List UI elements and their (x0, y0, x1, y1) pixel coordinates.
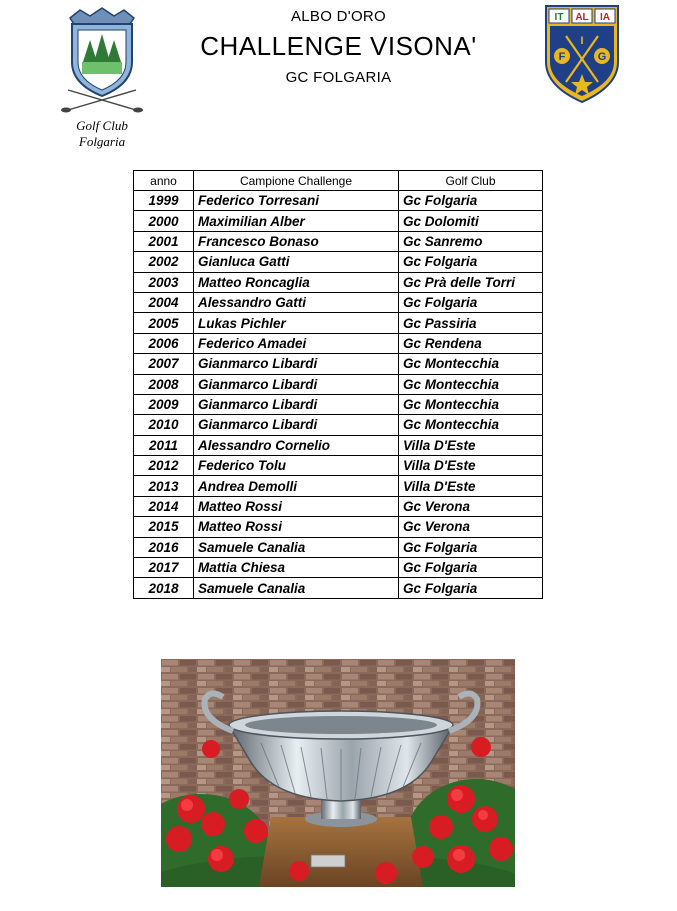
year-cell: 2004 (134, 292, 194, 312)
table-row (134, 272, 543, 292)
club-cell: Gc Passiria (399, 313, 543, 333)
fig-letter-f: F (558, 51, 566, 63)
table-row (134, 374, 543, 394)
table-row (134, 394, 543, 414)
club-cell: Villa D'Este (399, 456, 543, 476)
table-row (134, 252, 543, 272)
club-cell: Gc Montecchia (399, 374, 543, 394)
club-cell: Gc Folgaria (399, 537, 543, 557)
club-cell: Gc Folgaria (399, 252, 543, 272)
table-row (134, 578, 543, 598)
club-cell: Gc Folgaria (399, 292, 543, 312)
champion-cell: Mattia Chiesa (194, 558, 399, 578)
header-campione: Campione Challenge (194, 171, 399, 191)
club-cell: Gc Sanremo (399, 231, 543, 251)
champion-cell: Gianluca Gatti (194, 252, 399, 272)
champion-cell: Gianmarco Libardi (194, 415, 399, 435)
year-cell: 2017 (134, 558, 194, 578)
table-row (134, 313, 543, 333)
header-anno: anno (134, 171, 194, 191)
trophy-photo (161, 659, 515, 887)
club-cell: Gc Folgaria (399, 578, 543, 598)
year-cell: 2014 (134, 496, 194, 516)
table-row (134, 517, 543, 537)
year-cell: 2013 (134, 476, 194, 496)
champion-cell: Alessandro Gatti (194, 292, 399, 312)
club-cell: Villa D'Este (399, 476, 543, 496)
club-cell: Gc Montecchia (399, 354, 543, 374)
table-row (134, 435, 543, 455)
fig-letter-g: G (597, 51, 607, 63)
champion-cell: Andrea Demolli (194, 476, 399, 496)
table-row (134, 333, 543, 353)
year-cell: 2005 (134, 313, 194, 333)
fig-letter-i: I (580, 35, 584, 47)
champion-cell: Matteo Rossi (194, 496, 399, 516)
table-row (134, 456, 543, 476)
club-cell: Gc Folgaria (399, 558, 543, 578)
year-cell: 2018 (134, 578, 194, 598)
table-row (134, 415, 543, 435)
albo-label: ALBO D'ORO (290, 8, 387, 25)
champion-cell: Maximilian Alber (194, 211, 399, 231)
champion-cell: Federico Tolu (194, 456, 399, 476)
table-row (134, 191, 543, 211)
table-row (134, 354, 543, 374)
logo-caption: Golf Club Folgaria (76, 118, 128, 149)
champion-cell: Gianmarco Libardi (194, 354, 399, 374)
golf-club-folgaria-logo (52, 6, 152, 149)
table-row (134, 211, 543, 231)
fig-letter-al: AL (575, 12, 589, 23)
crest-icon (52, 6, 152, 118)
fig-letter-ia: IA (600, 12, 610, 23)
champion-cell: Matteo Roncaglia (194, 272, 399, 292)
champion-cell: Alessandro Cornelio (194, 435, 399, 455)
club-cell: Gc Prà delle Torri (399, 272, 543, 292)
fig-letter-it: IT (554, 12, 564, 23)
trophy-illustration (161, 659, 515, 887)
champion-cell: Federico Amadei (194, 333, 399, 353)
year-cell: 2010 (134, 415, 194, 435)
year-cell: 2007 (134, 354, 194, 374)
champion-cell: Samuele Canalia (194, 537, 399, 557)
club-cell: Gc Rendena (399, 333, 543, 353)
table-row (134, 537, 543, 557)
header-golf-club: Golf Club (399, 171, 543, 191)
table-row (134, 558, 543, 578)
club-cell: Gc Folgaria (399, 191, 543, 211)
year-cell: 2015 (134, 517, 194, 537)
table-row (134, 231, 543, 251)
club-cell: Gc Dolomiti (399, 211, 543, 231)
champion-cell: Francesco Bonaso (194, 231, 399, 251)
year-cell: 2002 (134, 252, 194, 272)
champion-cell: Matteo Rossi (194, 517, 399, 537)
champion-cell: Gianmarco Libardi (194, 394, 399, 414)
club-cell: Gc Montecchia (399, 394, 543, 414)
table-row (134, 292, 543, 312)
page-title: CHALLENGE VISONA' (200, 31, 477, 61)
club-cell: Gc Montecchia (399, 415, 543, 435)
table-row (134, 476, 543, 496)
year-cell: 2009 (134, 394, 194, 414)
club-cell: Gc Verona (399, 517, 543, 537)
champion-cell: Federico Torresani (194, 191, 399, 211)
club-cell: Villa D'Este (399, 435, 543, 455)
year-cell: 2006 (134, 333, 194, 353)
year-cell: 2003 (134, 272, 194, 292)
year-cell: 1999 (134, 191, 194, 211)
champion-cell: Gianmarco Libardi (194, 374, 399, 394)
club-subtitle: GC FOLGARIA (285, 69, 392, 86)
champions-table (133, 170, 543, 599)
champion-cell: Lukas Pichler (194, 313, 399, 333)
table-header-row (134, 171, 543, 191)
year-cell: 2000 (134, 211, 194, 231)
club-cell: Gc Verona (399, 496, 543, 516)
champion-cell: Samuele Canalia (194, 578, 399, 598)
year-cell: 2012 (134, 456, 194, 476)
year-cell: 2001 (134, 231, 194, 251)
year-cell: 2008 (134, 374, 194, 394)
year-cell: 2016 (134, 537, 194, 557)
fig-italia-logo (544, 4, 620, 104)
table-row (134, 496, 543, 516)
year-cell: 2011 (134, 435, 194, 455)
